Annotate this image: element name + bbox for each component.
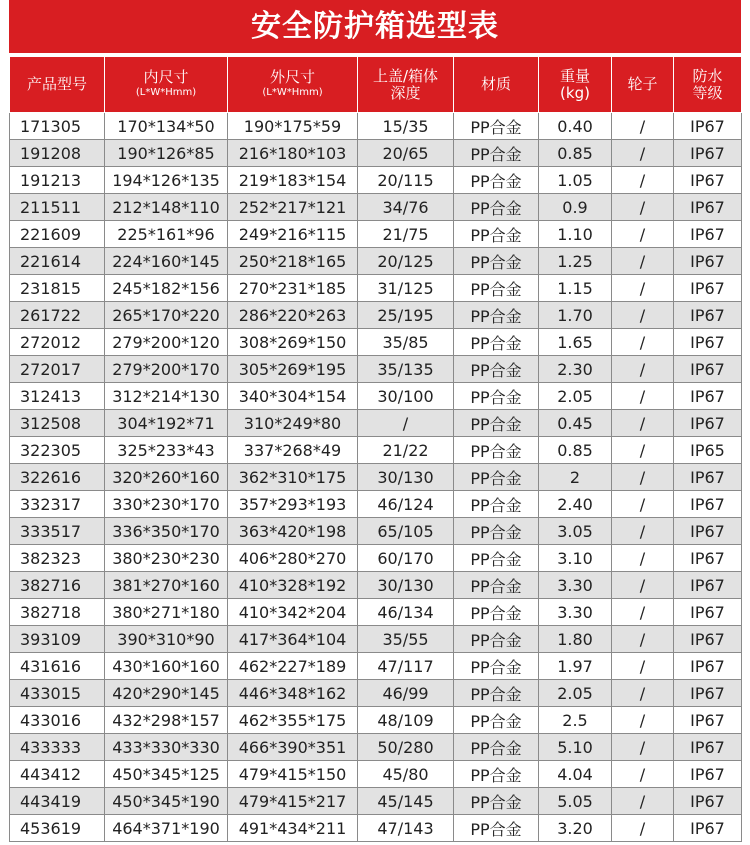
cell-material: PP合金 bbox=[454, 356, 539, 383]
cell-outer-size: 462*227*189 bbox=[228, 653, 358, 680]
cell-waterproof: IP67 bbox=[674, 599, 742, 626]
cell-depth: 65/105 bbox=[358, 518, 454, 545]
cell-weight: 0.45 bbox=[539, 410, 612, 437]
cell-weight: 1.25 bbox=[539, 248, 612, 275]
cell-wheels: / bbox=[612, 491, 674, 518]
cell-depth: 45/145 bbox=[358, 788, 454, 815]
cell-material: PP合金 bbox=[454, 518, 539, 545]
cell-depth: 46/134 bbox=[358, 599, 454, 626]
cell-waterproof: IP67 bbox=[674, 626, 742, 653]
cell-outer-size: 491*434*211 bbox=[228, 815, 358, 842]
table-row bbox=[10, 167, 742, 194]
cell-waterproof: IP67 bbox=[674, 464, 742, 491]
cell-model: 433016 bbox=[10, 707, 105, 734]
cell-outer-size: 216*180*103 bbox=[228, 140, 358, 167]
cell-model: 221614 bbox=[10, 248, 105, 275]
cell-material: PP合金 bbox=[454, 464, 539, 491]
cell-inner-size: 279*200*170 bbox=[105, 356, 228, 383]
cell-outer-size: 337*268*49 bbox=[228, 437, 358, 464]
cell-outer-size: 479*415*150 bbox=[228, 761, 358, 788]
cell-depth: 35/85 bbox=[358, 329, 454, 356]
cell-inner-size: 380*271*180 bbox=[105, 599, 228, 626]
cell-inner-size: 420*290*145 bbox=[105, 680, 228, 707]
cell-model: 221609 bbox=[10, 221, 105, 248]
cell-inner-size: 450*345*190 bbox=[105, 788, 228, 815]
cell-waterproof: IP67 bbox=[674, 707, 742, 734]
cell-depth: 21/22 bbox=[358, 437, 454, 464]
cell-waterproof: IP67 bbox=[674, 545, 742, 572]
cell-model: 443419 bbox=[10, 788, 105, 815]
cell-waterproof: IP67 bbox=[674, 491, 742, 518]
cell-material: PP合金 bbox=[454, 761, 539, 788]
cell-depth: 46/99 bbox=[358, 680, 454, 707]
cell-weight: 3.05 bbox=[539, 518, 612, 545]
cell-weight: 1.05 bbox=[539, 167, 612, 194]
cell-weight: 1.65 bbox=[539, 329, 612, 356]
cell-weight: 4.04 bbox=[539, 761, 612, 788]
cell-wheels: / bbox=[612, 167, 674, 194]
cell-depth: 34/76 bbox=[358, 194, 454, 221]
cell-weight: 1.97 bbox=[539, 653, 612, 680]
table-row bbox=[10, 221, 742, 248]
header-model: 产品型号 bbox=[10, 57, 105, 113]
cell-depth: 15/35 bbox=[358, 113, 454, 140]
cell-weight: 2.40 bbox=[539, 491, 612, 518]
cell-model: 322616 bbox=[10, 464, 105, 491]
cell-outer-size: 340*304*154 bbox=[228, 383, 358, 410]
cell-outer-size: 305*269*195 bbox=[228, 356, 358, 383]
cell-model: 382716 bbox=[10, 572, 105, 599]
cell-depth: 30/130 bbox=[358, 464, 454, 491]
cell-inner-size: 464*371*190 bbox=[105, 815, 228, 842]
cell-depth: 60/170 bbox=[358, 545, 454, 572]
cell-depth: / bbox=[358, 410, 454, 437]
cell-weight: 5.05 bbox=[539, 788, 612, 815]
cell-outer-size: 249*216*115 bbox=[228, 221, 358, 248]
table-row bbox=[10, 356, 742, 383]
cell-model: 231815 bbox=[10, 275, 105, 302]
cell-waterproof: IP67 bbox=[674, 302, 742, 329]
cell-wheels: / bbox=[612, 734, 674, 761]
cell-waterproof: IP67 bbox=[674, 221, 742, 248]
cell-material: PP合金 bbox=[454, 167, 539, 194]
cell-model: 261722 bbox=[10, 302, 105, 329]
header-depth: 上盖/箱体 深度 bbox=[358, 57, 454, 113]
cell-wheels: / bbox=[612, 626, 674, 653]
cell-wheels: / bbox=[612, 653, 674, 680]
cell-waterproof: IP67 bbox=[674, 329, 742, 356]
cell-model: 393109 bbox=[10, 626, 105, 653]
cell-wheels: / bbox=[612, 707, 674, 734]
cell-material: PP合金 bbox=[454, 113, 539, 140]
table-row bbox=[10, 545, 742, 572]
cell-wheels: / bbox=[612, 761, 674, 788]
cell-wheels: / bbox=[612, 113, 674, 140]
cell-waterproof: IP67 bbox=[674, 356, 742, 383]
cell-depth: 47/117 bbox=[358, 653, 454, 680]
cell-model: 272017 bbox=[10, 356, 105, 383]
cell-wheels: / bbox=[612, 410, 674, 437]
cell-inner-size: 170*134*50 bbox=[105, 113, 228, 140]
cell-weight: 3.10 bbox=[539, 545, 612, 572]
table-row bbox=[10, 572, 742, 599]
cell-weight: 2.5 bbox=[539, 707, 612, 734]
header-material: 材质 bbox=[454, 57, 539, 113]
cell-inner-size: 330*230*170 bbox=[105, 491, 228, 518]
cell-outer-size: 417*364*104 bbox=[228, 626, 358, 653]
cell-model: 443412 bbox=[10, 761, 105, 788]
cell-wheels: / bbox=[612, 437, 674, 464]
cell-depth: 21/75 bbox=[358, 221, 454, 248]
table-row bbox=[10, 302, 742, 329]
header-row bbox=[10, 57, 742, 113]
cell-waterproof: IP67 bbox=[674, 734, 742, 761]
cell-model: 333517 bbox=[10, 518, 105, 545]
spec-table bbox=[9, 56, 742, 842]
cell-outer-size: 286*220*263 bbox=[228, 302, 358, 329]
cell-wheels: / bbox=[612, 248, 674, 275]
cell-wheels: / bbox=[612, 302, 674, 329]
header-wheels: 轮子 bbox=[612, 57, 674, 113]
cell-waterproof: IP67 bbox=[674, 680, 742, 707]
cell-waterproof: IP67 bbox=[674, 518, 742, 545]
cell-outer-size: 310*249*80 bbox=[228, 410, 358, 437]
cell-material: PP合金 bbox=[454, 545, 539, 572]
cell-inner-size: 312*214*130 bbox=[105, 383, 228, 410]
cell-material: PP合金 bbox=[454, 734, 539, 761]
cell-material: PP合金 bbox=[454, 815, 539, 842]
cell-waterproof: IP67 bbox=[674, 788, 742, 815]
cell-weight: 1.10 bbox=[539, 221, 612, 248]
cell-inner-size: 225*161*96 bbox=[105, 221, 228, 248]
cell-waterproof: IP67 bbox=[674, 140, 742, 167]
header-inner-size: 内尺寸 (L*W*Hmm) bbox=[105, 57, 228, 113]
cell-weight: 0.40 bbox=[539, 113, 612, 140]
cell-weight: 2.30 bbox=[539, 356, 612, 383]
cell-inner-size: 245*182*156 bbox=[105, 275, 228, 302]
cell-wheels: / bbox=[612, 788, 674, 815]
cell-model: 272012 bbox=[10, 329, 105, 356]
cell-weight: 0.85 bbox=[539, 140, 612, 167]
table-row bbox=[10, 248, 742, 275]
cell-outer-size: 190*175*59 bbox=[228, 113, 358, 140]
cell-material: PP合金 bbox=[454, 140, 539, 167]
cell-material: PP合金 bbox=[454, 599, 539, 626]
cell-material: PP合金 bbox=[454, 275, 539, 302]
cell-inner-size: 432*298*157 bbox=[105, 707, 228, 734]
cell-outer-size: 479*415*217 bbox=[228, 788, 358, 815]
cell-weight: 2.05 bbox=[539, 680, 612, 707]
cell-weight: 1.70 bbox=[539, 302, 612, 329]
cell-weight: 0.9 bbox=[539, 194, 612, 221]
table-row bbox=[10, 437, 742, 464]
table-row bbox=[10, 113, 742, 140]
cell-weight: 2.05 bbox=[539, 383, 612, 410]
cell-model: 382718 bbox=[10, 599, 105, 626]
cell-model: 322305 bbox=[10, 437, 105, 464]
cell-inner-size: 194*126*135 bbox=[105, 167, 228, 194]
cell-depth: 47/143 bbox=[358, 815, 454, 842]
cell-inner-size: 304*192*71 bbox=[105, 410, 228, 437]
cell-model: 171305 bbox=[10, 113, 105, 140]
cell-inner-size: 320*260*160 bbox=[105, 464, 228, 491]
cell-outer-size: 308*269*150 bbox=[228, 329, 358, 356]
cell-material: PP合金 bbox=[454, 383, 539, 410]
cell-waterproof: IP67 bbox=[674, 572, 742, 599]
cell-outer-size: 410*328*192 bbox=[228, 572, 358, 599]
cell-outer-size: 252*217*121 bbox=[228, 194, 358, 221]
cell-waterproof: IP67 bbox=[674, 113, 742, 140]
cell-wheels: / bbox=[612, 383, 674, 410]
table-row bbox=[10, 464, 742, 491]
cell-depth: 48/109 bbox=[358, 707, 454, 734]
cell-outer-size: 357*293*193 bbox=[228, 491, 358, 518]
header-outer-size: 外尺寸 (L*W*Hmm) bbox=[228, 57, 358, 113]
cell-material: PP合金 bbox=[454, 626, 539, 653]
cell-depth: 30/100 bbox=[358, 383, 454, 410]
cell-outer-size: 466*390*351 bbox=[228, 734, 358, 761]
cell-model: 191213 bbox=[10, 167, 105, 194]
cell-depth: 20/65 bbox=[358, 140, 454, 167]
cell-wheels: / bbox=[612, 680, 674, 707]
cell-waterproof: IP67 bbox=[674, 248, 742, 275]
cell-outer-size: 406*280*270 bbox=[228, 545, 358, 572]
cell-inner-size: 430*160*160 bbox=[105, 653, 228, 680]
cell-outer-size: 270*231*185 bbox=[228, 275, 358, 302]
cell-wheels: / bbox=[612, 545, 674, 572]
table-row bbox=[10, 491, 742, 518]
table-row bbox=[10, 788, 742, 815]
cell-weight: 1.80 bbox=[539, 626, 612, 653]
table-row bbox=[10, 653, 742, 680]
cell-inner-size: 265*170*220 bbox=[105, 302, 228, 329]
cell-depth: 35/135 bbox=[358, 356, 454, 383]
cell-model: 332317 bbox=[10, 491, 105, 518]
cell-weight: 0.85 bbox=[539, 437, 612, 464]
cell-outer-size: 410*342*204 bbox=[228, 599, 358, 626]
cell-wheels: / bbox=[612, 572, 674, 599]
cell-waterproof: IP65 bbox=[674, 437, 742, 464]
table-row bbox=[10, 518, 742, 545]
table-row bbox=[10, 761, 742, 788]
table-row bbox=[10, 626, 742, 653]
table-row bbox=[10, 599, 742, 626]
cell-material: PP合金 bbox=[454, 194, 539, 221]
cell-material: PP合金 bbox=[454, 248, 539, 275]
table-row bbox=[10, 815, 742, 842]
cell-model: 382323 bbox=[10, 545, 105, 572]
cell-inner-size: 224*160*145 bbox=[105, 248, 228, 275]
cell-waterproof: IP67 bbox=[674, 383, 742, 410]
cell-material: PP合金 bbox=[454, 437, 539, 464]
cell-waterproof: IP67 bbox=[674, 275, 742, 302]
table-row bbox=[10, 140, 742, 167]
cell-wheels: / bbox=[612, 221, 674, 248]
cell-wheels: / bbox=[612, 518, 674, 545]
cell-outer-size: 363*420*198 bbox=[228, 518, 358, 545]
cell-outer-size: 219*183*154 bbox=[228, 167, 358, 194]
cell-inner-size: 380*230*230 bbox=[105, 545, 228, 572]
cell-model: 211511 bbox=[10, 194, 105, 221]
cell-depth: 50/280 bbox=[358, 734, 454, 761]
cell-inner-size: 450*345*125 bbox=[105, 761, 228, 788]
page-title: 安全防护箱选型表 bbox=[9, 0, 741, 53]
cell-model: 431616 bbox=[10, 653, 105, 680]
cell-model: 312413 bbox=[10, 383, 105, 410]
table-row bbox=[10, 194, 742, 221]
header-waterproof: 防水 等级 bbox=[674, 57, 742, 113]
cell-depth: 20/125 bbox=[358, 248, 454, 275]
cell-inner-size: 433*330*330 bbox=[105, 734, 228, 761]
cell-waterproof: IP67 bbox=[674, 761, 742, 788]
cell-weight: 3.30 bbox=[539, 599, 612, 626]
cell-weight: 3.30 bbox=[539, 572, 612, 599]
cell-inner-size: 190*126*85 bbox=[105, 140, 228, 167]
cell-model: 312508 bbox=[10, 410, 105, 437]
cell-wheels: / bbox=[612, 140, 674, 167]
cell-wheels: / bbox=[612, 329, 674, 356]
cell-wheels: / bbox=[612, 464, 674, 491]
table-row bbox=[10, 680, 742, 707]
cell-waterproof: IP67 bbox=[674, 410, 742, 437]
cell-waterproof: IP67 bbox=[674, 194, 742, 221]
table-row bbox=[10, 383, 742, 410]
cell-material: PP合金 bbox=[454, 491, 539, 518]
cell-wheels: / bbox=[612, 194, 674, 221]
cell-waterproof: IP67 bbox=[674, 653, 742, 680]
cell-model: 453619 bbox=[10, 815, 105, 842]
header-weight: 重量 (kg) bbox=[539, 57, 612, 113]
cell-wheels: / bbox=[612, 599, 674, 626]
table-row bbox=[10, 410, 742, 437]
table-row bbox=[10, 734, 742, 761]
cell-model: 191208 bbox=[10, 140, 105, 167]
cell-waterproof: IP67 bbox=[674, 815, 742, 842]
cell-weight: 3.20 bbox=[539, 815, 612, 842]
cell-material: PP合金 bbox=[454, 410, 539, 437]
cell-material: PP合金 bbox=[454, 221, 539, 248]
cell-material: PP合金 bbox=[454, 680, 539, 707]
cell-weight: 1.15 bbox=[539, 275, 612, 302]
cell-material: PP合金 bbox=[454, 302, 539, 329]
cell-outer-size: 446*348*162 bbox=[228, 680, 358, 707]
cell-inner-size: 381*270*160 bbox=[105, 572, 228, 599]
table-row bbox=[10, 329, 742, 356]
cell-inner-size: 212*148*110 bbox=[105, 194, 228, 221]
cell-material: PP合金 bbox=[454, 329, 539, 356]
cell-weight: 2 bbox=[539, 464, 612, 491]
cell-material: PP合金 bbox=[454, 788, 539, 815]
cell-depth: 31/125 bbox=[358, 275, 454, 302]
cell-wheels: / bbox=[612, 275, 674, 302]
cell-wheels: / bbox=[612, 815, 674, 842]
cell-outer-size: 250*218*165 bbox=[228, 248, 358, 275]
cell-wheels: / bbox=[612, 356, 674, 383]
cell-material: PP合金 bbox=[454, 572, 539, 599]
table-row bbox=[10, 707, 742, 734]
cell-depth: 20/115 bbox=[358, 167, 454, 194]
cell-outer-size: 362*310*175 bbox=[228, 464, 358, 491]
cell-depth: 35/55 bbox=[358, 626, 454, 653]
cell-inner-size: 336*350*170 bbox=[105, 518, 228, 545]
cell-depth: 30/130 bbox=[358, 572, 454, 599]
cell-model: 433333 bbox=[10, 734, 105, 761]
cell-material: PP合金 bbox=[454, 707, 539, 734]
cell-inner-size: 390*310*90 bbox=[105, 626, 228, 653]
cell-outer-size: 462*355*175 bbox=[228, 707, 358, 734]
cell-weight: 5.10 bbox=[539, 734, 612, 761]
cell-depth: 46/124 bbox=[358, 491, 454, 518]
cell-depth: 25/195 bbox=[358, 302, 454, 329]
cell-inner-size: 325*233*43 bbox=[105, 437, 228, 464]
cell-inner-size: 279*200*120 bbox=[105, 329, 228, 356]
cell-depth: 45/80 bbox=[358, 761, 454, 788]
cell-material: PP合金 bbox=[454, 653, 539, 680]
cell-model: 433015 bbox=[10, 680, 105, 707]
cell-waterproof: IP67 bbox=[674, 167, 742, 194]
table-row bbox=[10, 275, 742, 302]
